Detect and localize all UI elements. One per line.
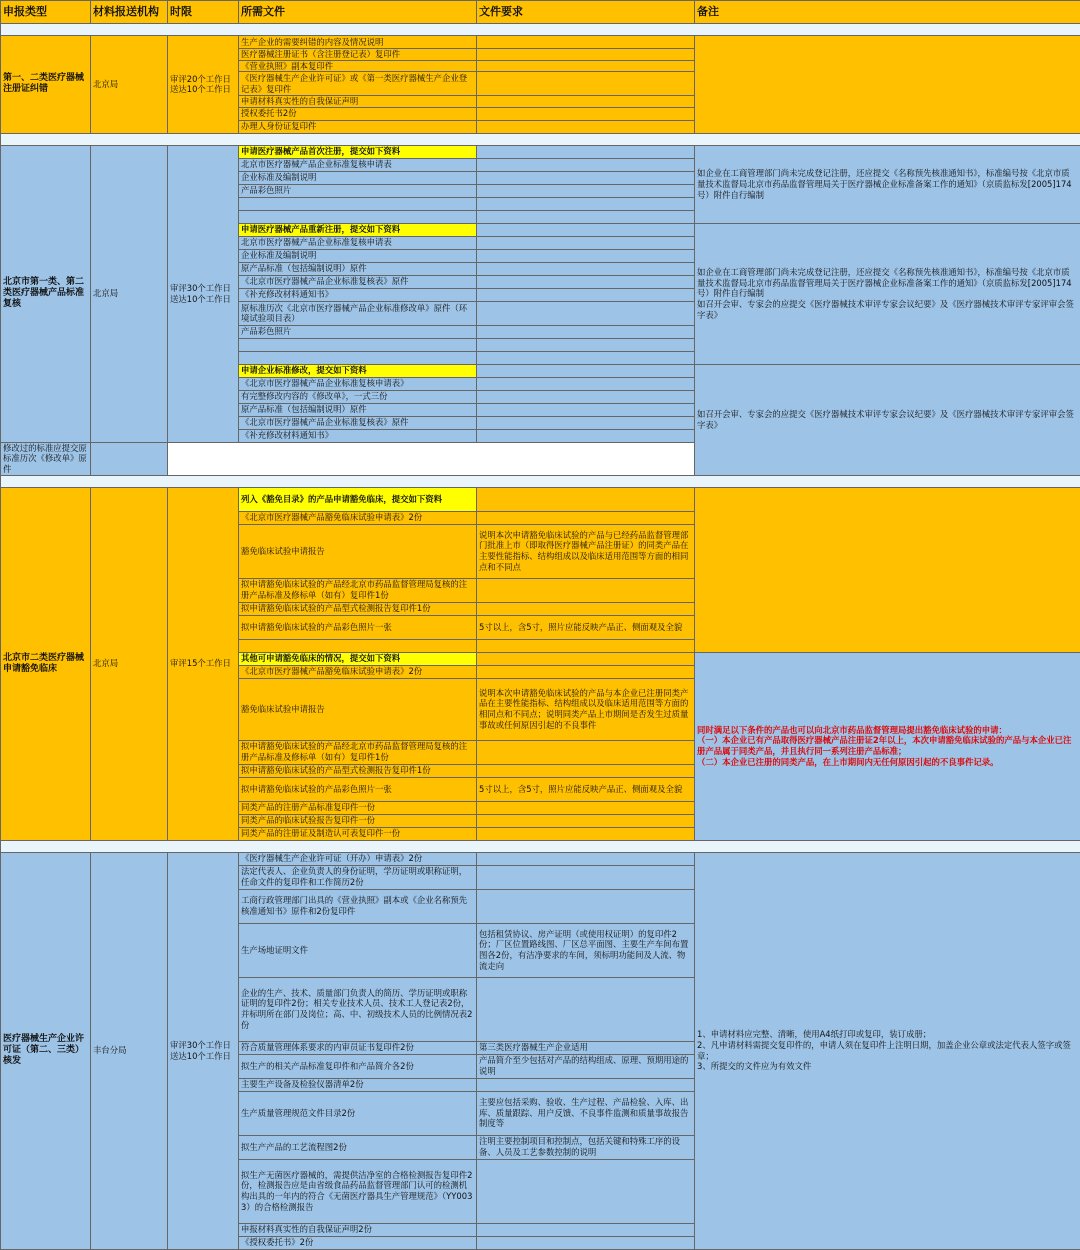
required-document: 《营业执照》副本复印件 (239, 60, 477, 72)
required-document: 修改过的标准应提交原标准历次《修改单》原件 (1, 442, 91, 475)
spacer-cell (239, 338, 477, 351)
required-document: 生产质量管理规范文件目录2份 (239, 1091, 477, 1135)
remarks-cell: 如企业在工商管理部门尚未完成登记注册，还应提交《名称预先核准通知书》，标准编号按《北京市质量技术监督局北京市药品监督管理局关于医疗器械企业标准备案工作的通知》（京质监标发[2005]174号）附件自行编制 如召开会审、专家会的应提交《医疗器械技术审评专家会议纪要》及《医疗器械技术审评专家评审会签字表》 (695, 223, 1080, 364)
required-document: 《北京市医疗器械产品企业标准复核表》原件 (239, 275, 477, 288)
document-requirement (477, 364, 695, 377)
column-header: 文件要求 (477, 1, 695, 24)
required-document: 《北京市医疗器械产品豁免临床试验申请表》2份 (239, 665, 477, 678)
remarks-cell: 同时满足以下条件的产品也可以向北京市药品监督管理局提出豁免临床试验的申请： （一）本企业已有产品取得医疗器械产品注册证2年以上，本次申请豁免临床试验的产品与本企业已注册产品属于同类产品，并且执行同一系列注册产品标准； （二）本企业已注册的同类产品，在上市期间内无任何原因引起的不良事件记录。 (695, 652, 1080, 840)
required-document: 拟生产产品的工艺流程图2份 (239, 1135, 477, 1159)
document-requirement (477, 487, 695, 511)
document-requirement: 包括租赁协议、房产证明（或使用权证明）的复印件2份；厂区位置路线图、厂区总平面图、主要生产车间布置图各2份，有洁净要求的车间，须标明功能间及人流、物流走向 (477, 923, 695, 977)
document-requirement: 说明本次申请豁免临床试验的产品与已经药品监督管理部门批准上市（即取得医疗器械产品注册证）的同类产品在主要性能指标、结构组成以及临床适用范围等方面的相同点和不同点 (477, 524, 695, 578)
document-requirement: 注明主要控制项目和控制点，包括关键和特殊工序的设备、人员及工艺参数控制的说明 (477, 1135, 695, 1159)
required-document: 拟生产无菌医疗器械的，需提供洁净室的合格检测报告复印件2份，检测报告应是由省级食品药品监督管理部门认可的检测机构出具的一年内的符合《无菌医疗器具生产管理规范》（YY0033）的合格检测报告 (239, 1159, 477, 1223)
required-document: 拟申请豁免临床试验的产品彩色照片一张 (239, 777, 477, 801)
required-document: 拟申请豁免临床试验的产品彩色照片一张 (239, 615, 477, 639)
required-document: 《医疗器械生产企业许可证》或《第一类医疗器械生产企业登记表》复印件 (239, 72, 477, 96)
document-requirement (477, 275, 695, 288)
time-limit: 审评15个工作日 (168, 487, 239, 840)
section-divider (1, 840, 1080, 852)
required-document: 医疗器械注册证书（含注册登记表）复印件 (239, 49, 477, 61)
required-document: 原产品标准（包括编制说明）原件 (239, 403, 477, 416)
required-document: 豁免临床试验申请报告 (239, 678, 477, 740)
required-document: 原标准历次《北京市医疗器械产品企业标准修改单》原件（环境试验项目表） (239, 301, 477, 325)
required-document: 北京市医疗器械产品企业标准复核申请表 (239, 236, 477, 249)
required-document: 同类产品的注册产品标准复印件一份 (239, 801, 477, 814)
required-document: 《北京市医疗器械产品企业标准复核申请表》 (239, 377, 477, 390)
required-document: 拟申请豁免临床试验的产品经北京市药品监督管理局复核的注册产品标准及修标单（如有）复印件1份 (239, 740, 477, 764)
submitting-agency: 丰台分局 (91, 852, 168, 1249)
document-requirement (477, 416, 695, 429)
document-requirement (477, 325, 695, 338)
required-document: 产品彩色照片 (239, 184, 477, 197)
subsection-heading: 其他可申请豁免临床的情况，提交如下资料 (239, 652, 477, 665)
table-row (1, 133, 1080, 145)
document-requirement: 5寸以上，含5寸，照片应能反映产品正、侧面观及全貌 (477, 777, 695, 801)
document-requirement (477, 158, 695, 171)
document-requirement: 第三类医疗器械生产企业适用 (477, 1041, 695, 1054)
required-document: 有完整修改内容的《修改单》，一式三份 (239, 390, 477, 403)
required-document: 《补充修改材料通知书》 (239, 288, 477, 301)
subsection-heading: 申请医疗器械产品重新注册，提交如下资料 (239, 223, 477, 236)
table-row (1, 24, 1080, 36)
document-requirement (477, 145, 695, 158)
document-requirement (477, 171, 695, 184)
section-divider (1, 24, 1080, 36)
document-requirement (477, 120, 695, 133)
required-document: 申请材料真实性的自我保证声明 (239, 96, 477, 108)
document-requirement (477, 236, 695, 249)
required-document: 企业标准及编制说明 (239, 171, 477, 184)
required-document: 工商行政管理部门出具的《营业执照》副本或《企业名称预先核准通知书》原件和2份复印件 (239, 889, 477, 923)
document-requirement (477, 390, 695, 403)
submitting-agency: 北京局 (91, 487, 168, 840)
required-document: 符合质量管理体系要求的内审员证书复印件2份 (239, 1041, 477, 1054)
document-requirement (477, 801, 695, 814)
required-document: 《医疗器械生产企业许可证（开办）申请表》2份 (239, 852, 477, 865)
required-document: 拟生产的相关产品标准复印件和产品简介各2份 (239, 1054, 477, 1078)
spacer-cell (477, 210, 695, 223)
required-document: 原产品标准（包括编制说明）原件 (239, 262, 477, 275)
document-requirement (477, 852, 695, 865)
document-requirement: 5寸以上，含5寸，照片应能反映产品正、侧面观及全貌 (477, 615, 695, 639)
application-type: 第一、二类医疗器械注册证纠错 (1, 36, 91, 134)
document-requirement (477, 403, 695, 416)
document-requirement (477, 60, 695, 72)
document-requirement (477, 262, 695, 275)
document-requirement (477, 249, 695, 262)
required-document: 豁免临床试验申请报告 (239, 524, 477, 578)
document-requirement (477, 301, 695, 325)
spacer-cell (239, 351, 477, 364)
table-row (1, 487, 1080, 511)
document-requirement (477, 511, 695, 524)
spacer-cell (239, 197, 477, 210)
required-document: 拟申请豁免临床试验的产品经北京市药品监督管理局复核的注册产品标准及修标单（如有）复印件1份 (239, 578, 477, 602)
document-requirement (477, 977, 695, 1041)
document-requirement: 产品简介至少包括对产品的结构组成、原理、预期用途的说明 (477, 1054, 695, 1078)
document-requirement (477, 49, 695, 61)
section-divider (1, 133, 1080, 145)
table-row (1, 36, 1080, 49)
application-type: 医疗器械生产企业许可证（第二、三类）核发 (1, 852, 91, 1249)
required-document: 企业标准及编制说明 (239, 249, 477, 262)
document-requirement (477, 865, 695, 889)
table-row (1, 852, 1080, 865)
required-document: 同类产品的注册证及制造认可表复印件一份 (239, 827, 477, 840)
time-limit: 审评20个工作日送达10个工作日 (168, 36, 239, 134)
remarks-cell: 如企业在工商管理部门尚未完成登记注册，还应提交《名称预先核准通知书》，标准编号按《北京市质量技术监督局北京市药品监督管理局关于医疗器械企业标准备案工作的通知》（京质监标发[2005]174号）附件自行编制 (695, 145, 1080, 223)
document-requirement (477, 1223, 695, 1236)
required-document: 拟申请豁免临床试验的产品型式检测报告复印件1份 (239, 602, 477, 615)
document-requirement (91, 442, 168, 475)
remarks-cell (695, 36, 1080, 134)
spacer-cell (477, 351, 695, 364)
column-header: 申报类型 (1, 1, 91, 24)
required-document: 法定代表人、企业负责人的身份证明，学历证明或职称证明，任命文件的复印件和工作简历2份 (239, 865, 477, 889)
document-requirement (477, 740, 695, 764)
required-document: 主要生产设备及检验仪器清单2份 (239, 1078, 477, 1091)
document-requirement (477, 827, 695, 840)
required-document: 拟申请豁免临床试验的产品型式检测报告复印件1份 (239, 764, 477, 777)
required-document: 北京市医疗器械产品企业标准复核申请表 (239, 158, 477, 171)
column-header: 时限 (168, 1, 239, 24)
remarks-cell: 如召开会审、专家会的应提交《医疗器械技术审评专家会议纪要》及《医疗器械技术审评专家评审会签字表》 (695, 364, 1080, 475)
required-document: 生产企业的需要纠错的内容及情况说明 (239, 36, 477, 49)
subsection-heading: 列入《豁免目录》的产品申请豁免临床，提交如下资料 (239, 487, 477, 511)
required-document: 企业的生产、技术、质量部门负责人的简历、学历证明或职称证明的复印件2份；相关专业技术人员、技术工人登记表2份，并标明所在部门及岗位；高、中、初级技术人员的比例情况表2份 (239, 977, 477, 1041)
document-requirement (477, 1236, 695, 1249)
submitting-agency: 北京局 (91, 145, 168, 442)
required-document: 申报材料真实性的自我保证声明2份 (239, 1223, 477, 1236)
document-requirement (477, 36, 695, 49)
required-document: 《补充修改材料通知书》 (239, 429, 477, 442)
document-requirement (477, 223, 695, 236)
spacer-cell (239, 639, 477, 652)
application-type: 北京市二类医疗器械申请豁免临床 (1, 487, 91, 840)
subsection-heading: 申请企业标准修改，提交如下资料 (239, 364, 477, 377)
required-document: 产品彩色照片 (239, 325, 477, 338)
document-requirement (477, 814, 695, 827)
document-requirement (477, 1159, 695, 1223)
required-document: 同类产品的临床试验报告复印件一份 (239, 814, 477, 827)
required-document: 生产场地证明文件 (239, 923, 477, 977)
submitting-agency: 北京局 (91, 36, 168, 134)
document-requirement (477, 96, 695, 108)
required-document: 办理人身份证复印件 (239, 120, 477, 133)
spacer-cell (477, 197, 695, 210)
section-divider (1, 475, 1080, 487)
spacer-cell (239, 210, 477, 223)
document-requirement (477, 107, 695, 120)
document-requirement (477, 72, 695, 96)
document-requirement (477, 184, 695, 197)
document-requirement (477, 652, 695, 665)
column-header: 材料报送机构 (91, 1, 168, 24)
table-row (1, 1, 1080, 24)
document-requirement (477, 578, 695, 602)
time-limit: 审评30个工作日送达10个工作日 (168, 145, 239, 442)
document-requirement: 主要应包括采购、验收、生产过程、产品检验、入库、出库、质量跟踪、用户反馈、不良事件监测和质量事故报告制度等 (477, 1091, 695, 1135)
spacer-cell (477, 639, 695, 652)
spacer-cell (477, 338, 695, 351)
remarks-cell: 1、申请材料应完整、清晰，使用A4纸打印或复印，装订成册； 2、凡申请材料需提交复印件的，申请人须在复印件上注明日期，加盖企业公章或法定代表人签字或签章； 3、所提交的文件应为有效文件 (695, 852, 1080, 1249)
document-requirement (477, 377, 695, 390)
column-header: 备注 (695, 1, 1080, 24)
table-row (1, 475, 1080, 487)
document-requirement (477, 889, 695, 923)
table-row (1, 145, 1080, 158)
document-requirement (477, 429, 695, 442)
required-document: 《授权委托书》2份 (239, 1236, 477, 1249)
required-document: 授权委托书2份 (239, 107, 477, 120)
subsection-heading: 申请医疗器械产品首次注册，提交如下资料 (239, 145, 477, 158)
table-row (1, 840, 1080, 852)
remarks-cell (695, 487, 1080, 652)
required-document: 《北京市医疗器械产品企业标准复核表》原件 (239, 416, 477, 429)
document-requirement (477, 1078, 695, 1091)
required-document: 《北京市医疗器械产品豁免临床试验申请表》2份 (239, 511, 477, 524)
document-requirement (477, 665, 695, 678)
column-header: 所需文件 (239, 1, 477, 24)
document-requirement (477, 288, 695, 301)
time-limit: 审评30个工作日送达10个工作日 (168, 852, 239, 1249)
document-requirement (477, 764, 695, 777)
document-requirement (477, 602, 695, 615)
application-type: 北京市第一类、第二类医疗器械产品标准复核 (1, 145, 91, 442)
document-requirement: 说明本次申请豁免临床试验的产品与本企业已注册同类产品在主要性能指标、结构组成以及临床适用范围等方面的相同点和不同点；说明同类产品上市期间是否发生过质量事故或任何原因引起的不良事件 (477, 678, 695, 740)
